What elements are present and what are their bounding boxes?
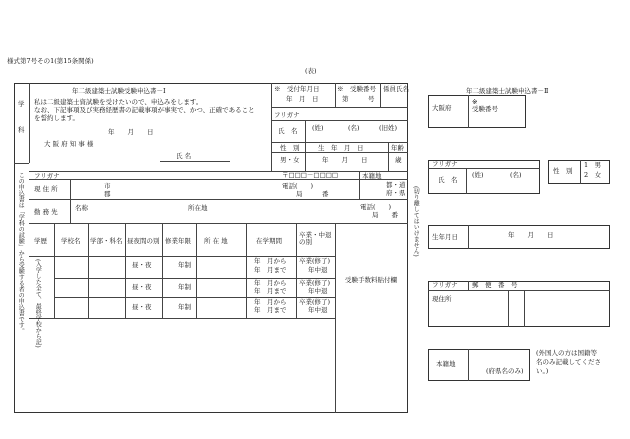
furigana-label: フリガナ: [274, 111, 300, 119]
row3-withdraw: 年中退: [308, 306, 328, 314]
workplace-address-label: 所在地: [188, 204, 208, 212]
age-label: 年齢: [391, 144, 404, 152]
right-name-label: 氏 名: [438, 176, 458, 184]
side-label: (表): [305, 67, 317, 75]
workplace-tel-bureau: 局 番: [372, 211, 398, 219]
furigana2-label: フリガナ: [34, 172, 60, 180]
col-location: 所 在 地: [204, 237, 228, 245]
right-sei-label: (姓): [472, 171, 484, 179]
row2-years: 年制: [178, 283, 191, 291]
row2-period-to: 年 月まで: [254, 287, 287, 295]
row3-years: 年制: [178, 303, 191, 311]
zip-code: 〒□□□－□□□□: [282, 171, 338, 179]
receipt-date-label: ※ 受付年月日: [274, 85, 320, 93]
right-gender-female: 2 女: [584, 171, 602, 179]
workplace-tel: 電話( ): [360, 203, 392, 211]
prefecture-only-note: (府県名のみ): [486, 367, 524, 375]
right-gender-label: 性 別: [553, 167, 573, 175]
shi-label: 市: [104, 182, 111, 190]
declaration-line2: なお、下記事項及び実務経歴書の記載事項が事実で、かつ、正確であること: [34, 106, 255, 114]
col-years: 修業年限: [165, 237, 191, 245]
row2-period-from: 年 月から: [254, 279, 287, 287]
address-label: 現 住 所: [34, 185, 58, 193]
row3-period-from: 年 月から: [254, 298, 287, 306]
right-furigana-label: フリガナ: [432, 160, 458, 168]
row2-grad: 卒業(修了): [299, 279, 331, 287]
right-exam-number-label: ※ 受験番号: [472, 98, 498, 114]
right-furigana2-label: フリガナ: [432, 281, 458, 289]
right-honseki-label: 本籍地: [436, 360, 456, 368]
osaka-label: 大阪府: [432, 104, 452, 112]
form-one-frame: [14, 83, 408, 413]
row1-grad: 卒業(修了): [299, 257, 331, 265]
row3-daynight: 昼・夜: [132, 303, 152, 311]
declaration-line3: を誓約します。: [34, 114, 79, 122]
education-vertical-note: (入学した全て、最終学校から記): [34, 259, 42, 348]
kyusei-label: (旧姓): [379, 124, 398, 132]
staff-name-label: 係員氏名: [383, 85, 409, 93]
right-birth-label: 生年月日: [432, 233, 458, 241]
postal-code-label: 郵 便 番 号: [472, 281, 518, 289]
age-unit: 歳: [395, 156, 402, 164]
right-mei-label: (名): [510, 171, 522, 179]
fold-note: (切り離してはいけません): [412, 186, 420, 257]
exam-number-label: ※ 受験番号: [337, 85, 376, 93]
ka-label: 科: [18, 126, 25, 134]
right-gender-male: 1 男: [584, 161, 602, 169]
birth-value: 年 月 日: [322, 156, 368, 164]
birth-label: 生 年 月 日: [318, 144, 364, 152]
row3-period-to: 年 月まで: [254, 306, 287, 314]
addressee: 大 阪 府 知 事 様: [44, 140, 94, 148]
honseki-label: 本籍地: [362, 172, 382, 180]
declaration-date: 年 月 日: [108, 128, 154, 136]
col-day-night: 昼夜間の別: [127, 237, 160, 245]
foreign-note-3: い。): [536, 367, 549, 375]
sei-label: (姓): [312, 124, 324, 132]
receipt-date-value: 年 月 日: [286, 95, 319, 103]
row1-withdraw: 年中退: [308, 266, 328, 274]
applicant-name-label: 氏 名: [176, 152, 192, 160]
row1-years: 年制: [178, 261, 191, 269]
shimei-label: 氏 名: [278, 127, 298, 135]
gaku-label: 学: [18, 100, 25, 108]
col-education: 学歴: [34, 237, 47, 245]
gun-label: 郡: [104, 190, 111, 198]
col-school-name: 学校名: [61, 237, 81, 245]
declaration-line1: 私は二級建築士資試験を受けたいので、申込みをします。: [34, 98, 203, 106]
col-period: 在学期間: [256, 237, 282, 245]
foreign-note-2: 名のみ記載してくださ: [536, 358, 601, 366]
tel-bureau: 局 番: [296, 190, 329, 198]
gender-label: 性 別: [280, 144, 300, 152]
col-faculty: 学部・科名: [90, 237, 123, 245]
todo-label: 都・道: [386, 181, 406, 189]
workplace-name-label: 名称: [75, 204, 88, 212]
col-graduation: 卒業・中退の別: [299, 231, 332, 247]
workplace-label: 勤 務 先: [34, 208, 58, 216]
mei-label: (名): [348, 124, 360, 132]
foreign-note-1: (外国人の方は国籍等: [536, 349, 598, 357]
right-address-label: 現住所: [432, 295, 452, 303]
exam-number-dai: 第 号: [342, 95, 375, 103]
fuken-label: 府・県: [386, 189, 406, 197]
row1-period-from: 年 月から: [254, 257, 287, 265]
gender-value: 男・女: [280, 156, 300, 164]
side-note: この申込書は「学科の試験」から受験する者の申込書です。: [17, 172, 25, 334]
form-two-title: 年二級建築士試験申込書－Ⅱ: [466, 87, 549, 95]
right-birth-value: 年 月 日: [508, 231, 554, 239]
row1-period-to: 年 月まで: [254, 266, 287, 274]
row2-withdraw: 年中退: [308, 287, 328, 295]
form-one-title: 年二級建築士試験受験申込書－Ⅰ: [72, 87, 166, 95]
form-reference: 様式第7号その1(第15条関係): [7, 57, 94, 65]
row2-daynight: 昼・夜: [132, 283, 152, 291]
stamp-area-label: 受験手数料貼付欄: [345, 276, 397, 284]
row1-daynight: 昼・夜: [132, 261, 152, 269]
row3-grad: 卒業(修了): [299, 298, 331, 306]
tel-label: 電話( ): [282, 182, 314, 190]
